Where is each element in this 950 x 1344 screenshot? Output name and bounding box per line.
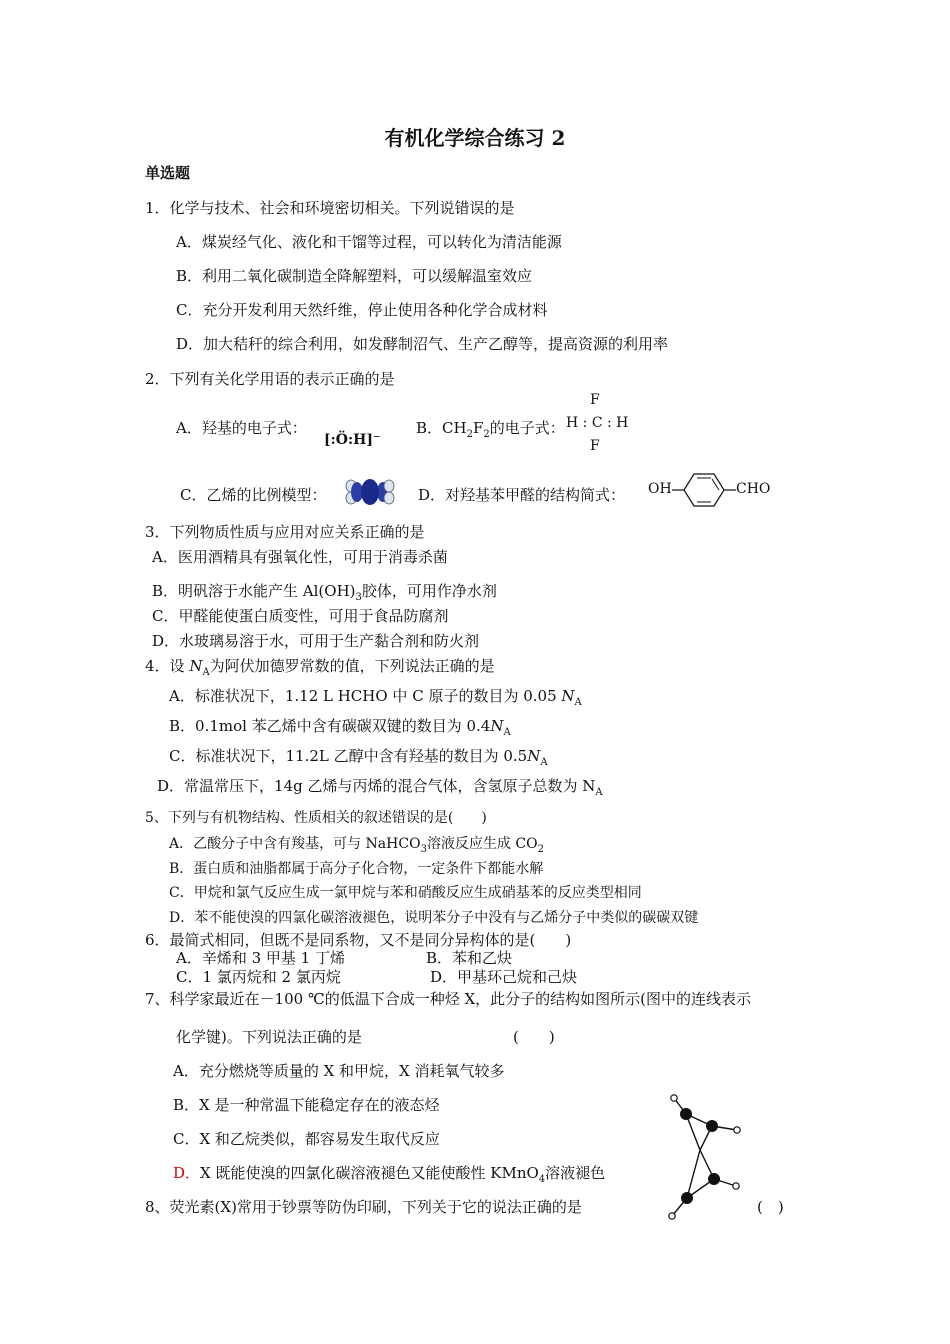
hydrocarbon-x-molecule-diagram xyxy=(660,1090,750,1225)
q2-option-d: D．对羟基苯甲醛的结构简式： xyxy=(418,486,626,504)
q4-option-c: C．标准状况下，11.2L 乙醇中含有羟基的数目为 $0.5N_A$ xyxy=(169,747,548,768)
q8-stem: 8、荧光素(X)常用于钞票等防伪印刷，下列关于它的说法正确的是 xyxy=(145,1198,582,1216)
q7-option-c: C．X 和乙烷类似，都容易发生取代反应 xyxy=(173,1130,440,1148)
q3-option-d: D．水玻璃易溶于水，可用于生产黏合剂和防火剂 xyxy=(152,632,480,650)
q1-stem: 1．化学与技术、社会和环境密切相关。下列说错误的是 xyxy=(145,199,515,217)
q2-stem: 2．下列有关化学用语的表示正确的是 xyxy=(145,370,395,388)
q5-option-a: A．乙酸分子中含有羧基，可与 NaHCO$_3$溶液反应生成 $CO_2$ xyxy=(169,836,544,855)
aldehyde-group-label: CHO xyxy=(736,481,771,497)
q5-option-c: C．甲烷和氯气反应生成一氯甲烷与苯和硝酸反应生成硝基苯的反应类型相同 xyxy=(169,885,642,901)
q7-answer-blank: ( ) xyxy=(513,1028,555,1046)
q5-option-b: B．蛋白质和油脂都属于高分子化合物，一定条件下都能水解 xyxy=(169,861,544,877)
q3-option-a: A．医用酒精具有强氧化性，可用于消毒杀菌 xyxy=(152,548,448,566)
q6-option-b: B．苯和乙炔 xyxy=(426,949,513,967)
section-heading: 单选题 xyxy=(145,164,191,182)
q2-option-c: C．乙烯的比例模型： xyxy=(180,486,327,504)
ethylene-space-filling-model xyxy=(343,474,395,510)
q2-option-b: B．$CH_2F_2$的电子式： xyxy=(416,419,565,440)
q4-option-a: A．标准状况下，1.12 L HCHO 中 C 原子的数目为 0.05 $N_A$ xyxy=(169,687,582,708)
q6-stem: 6．最简式相同，但既不是同系物，又不是同分异构体的是( ) xyxy=(145,931,572,949)
q4-stem: 4．设 $N_A$为阿伏加德罗常数的值，下列说法正确的是 xyxy=(145,657,495,678)
ch2f2-middle-row: H : C : H xyxy=(566,415,629,431)
q7-option-a: A．充分燃烧等质量的 X 和甲烷，X 消耗氧气较多 xyxy=(173,1062,505,1080)
q7-stem-line1: 7、科学家最近在－100 ℃的低温下合成一种烃 X，此分子的结构如图所示(图中的连线表示 xyxy=(145,990,752,1008)
q3-option-b: B．明矾溶于水能产生 $Al(OH)_3$胶体，可用作净水剂 xyxy=(152,582,497,603)
fluorine-bottom: F xyxy=(590,438,600,454)
q2-option-a: A．羟基的电子式： xyxy=(176,419,307,437)
fluorine-top: F xyxy=(590,392,600,408)
benzene-ring-icon xyxy=(672,470,736,510)
q7-option-b: B．X 是一种常温下能稳定存在的液态烃 xyxy=(173,1096,440,1114)
q4-option-d: D．常温常压下，14g 乙烯与丙烯的混合气体，含氢原子总数为 $N_A$ xyxy=(157,777,603,798)
hydroxyl-group-label: OH xyxy=(648,481,672,497)
q1-option-b: B．利用二氧化碳制造全降解塑料，可以缓解温室效应 xyxy=(176,267,533,285)
q8-answer-blank: ( ) xyxy=(757,1198,784,1216)
q6-option-c: C．1 氯丙烷和 2 氯丙烷 xyxy=(176,968,341,986)
q7-stem-line2: 化学键)。下列说法正确的是 xyxy=(176,1028,362,1046)
q7-option-d-letter: D． xyxy=(173,1164,201,1182)
q6-option-a: A．辛烯和 3 甲基 1 丁烯 xyxy=(176,949,345,967)
q1-option-d: D．加大秸秆的综合利用，如发酵制沼气、生产乙醇等，提高资源的利用率 xyxy=(176,335,669,353)
q1-option-a: A．煤炭经气化、液化和干馏等过程，可以转化为清洁能源 xyxy=(176,233,562,251)
q5-stem: 5、下列与有机物结构、性质相关的叙述错误的是( ) xyxy=(145,810,487,826)
page-title: 有机化学综合练习 2 xyxy=(384,126,566,150)
q7-option-d: D．X 既能使溴的四氯化碳溶液褪色又能使酸性 KMnO$_4$溶液褪色 xyxy=(173,1164,606,1185)
q1-option-c: C．充分开发利用天然纤维，停止使用各种化学合成材料 xyxy=(176,301,548,319)
hydroxyl-electron-formula: [:Ö:H]⁻ xyxy=(324,432,381,448)
q3-stem: 3．下列物质性质与应用对应关系正确的是 xyxy=(145,523,425,541)
q4-option-b: B．0.1mol 苯乙烯中含有碳碳双键的数目为 $0.4N_A$ xyxy=(169,717,511,738)
q5-option-d: D．苯不能使溴的四氯化碳溶液褪色，说明苯分子中没有与乙烯分子中类似的碳碳双键 xyxy=(169,910,699,926)
q3-option-c: C．甲醛能使蛋白质变性，可用于食品防腐剂 xyxy=(152,607,449,625)
q6-option-d: D．甲基环己烷和己炔 xyxy=(430,968,578,986)
